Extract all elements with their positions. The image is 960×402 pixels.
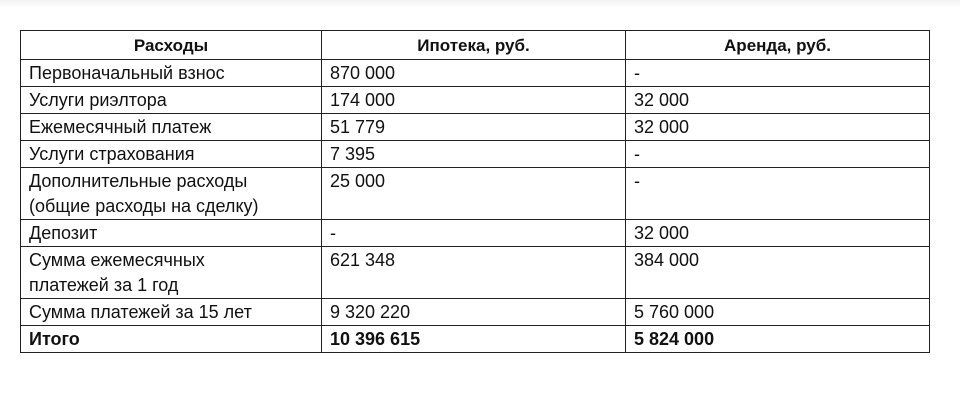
mortgage-cell: -	[322, 220, 626, 247]
expenses-comparison-table	[20, 30, 930, 353]
row-label	[21, 141, 322, 168]
table-header-row	[21, 31, 930, 60]
total-row	[21, 326, 930, 353]
row-label-line: Сумма ежемесячных	[29, 250, 205, 270]
row-label-line: Сумма платежей за 15 лет	[29, 302, 252, 322]
total-rent: 5 824 000	[626, 326, 930, 353]
row-label	[21, 220, 322, 247]
row-label-line: платежей за 1 год	[29, 275, 179, 295]
rent-cell: 32 000	[626, 87, 930, 114]
mortgage-cell: 870 000	[322, 60, 626, 87]
mortgage-cell: 25 000	[322, 168, 626, 220]
table-row	[21, 60, 930, 87]
header-rent: Аренда, руб.	[626, 31, 930, 60]
mortgage-cell: 174 000	[322, 87, 626, 114]
row-label	[21, 247, 322, 299]
rent-cell: -	[626, 60, 930, 87]
row-label	[21, 114, 322, 141]
row-label-line: (общие расходы на сделку)	[29, 196, 259, 216]
row-label	[21, 168, 322, 220]
rent-cell: -	[626, 141, 930, 168]
table-row	[21, 114, 930, 141]
row-label-line: Первоначальный взнос	[29, 63, 225, 83]
row-label-line: Услуги страхования	[29, 144, 195, 164]
mortgage-cell: 9 320 220	[322, 299, 626, 326]
mortgage-cell: 621 348	[322, 247, 626, 299]
table-row	[21, 141, 930, 168]
rent-cell: 5 760 000	[626, 299, 930, 326]
rent-cell: 32 000	[626, 114, 930, 141]
total-label: Итого	[21, 326, 322, 353]
mortgage-cell: 51 779	[322, 114, 626, 141]
total-mortgage: 10 396 615	[322, 326, 626, 353]
row-label	[21, 87, 322, 114]
row-label	[21, 60, 322, 87]
expenses-table-container	[20, 30, 929, 353]
table-row	[21, 220, 930, 247]
rent-cell: 32 000	[626, 220, 930, 247]
row-label-line: Услуги риэлтора	[29, 90, 167, 110]
rent-cell: 384 000	[626, 247, 930, 299]
mortgage-cell: 7 395	[322, 141, 626, 168]
row-label-line: Ежемесячный платеж	[29, 117, 212, 137]
row-label-line: Депозит	[29, 223, 98, 243]
header-mortgage: Ипотека, руб.	[322, 31, 626, 60]
row-label	[21, 299, 322, 326]
table-row	[21, 168, 930, 220]
header-expenses: Расходы	[21, 31, 322, 60]
row-label-line: Дополнительные расходы	[29, 171, 248, 191]
table-row	[21, 299, 930, 326]
table-row	[21, 247, 930, 299]
table-row	[21, 87, 930, 114]
rent-cell: -	[626, 168, 930, 220]
page-top-edge	[0, 0, 960, 8]
